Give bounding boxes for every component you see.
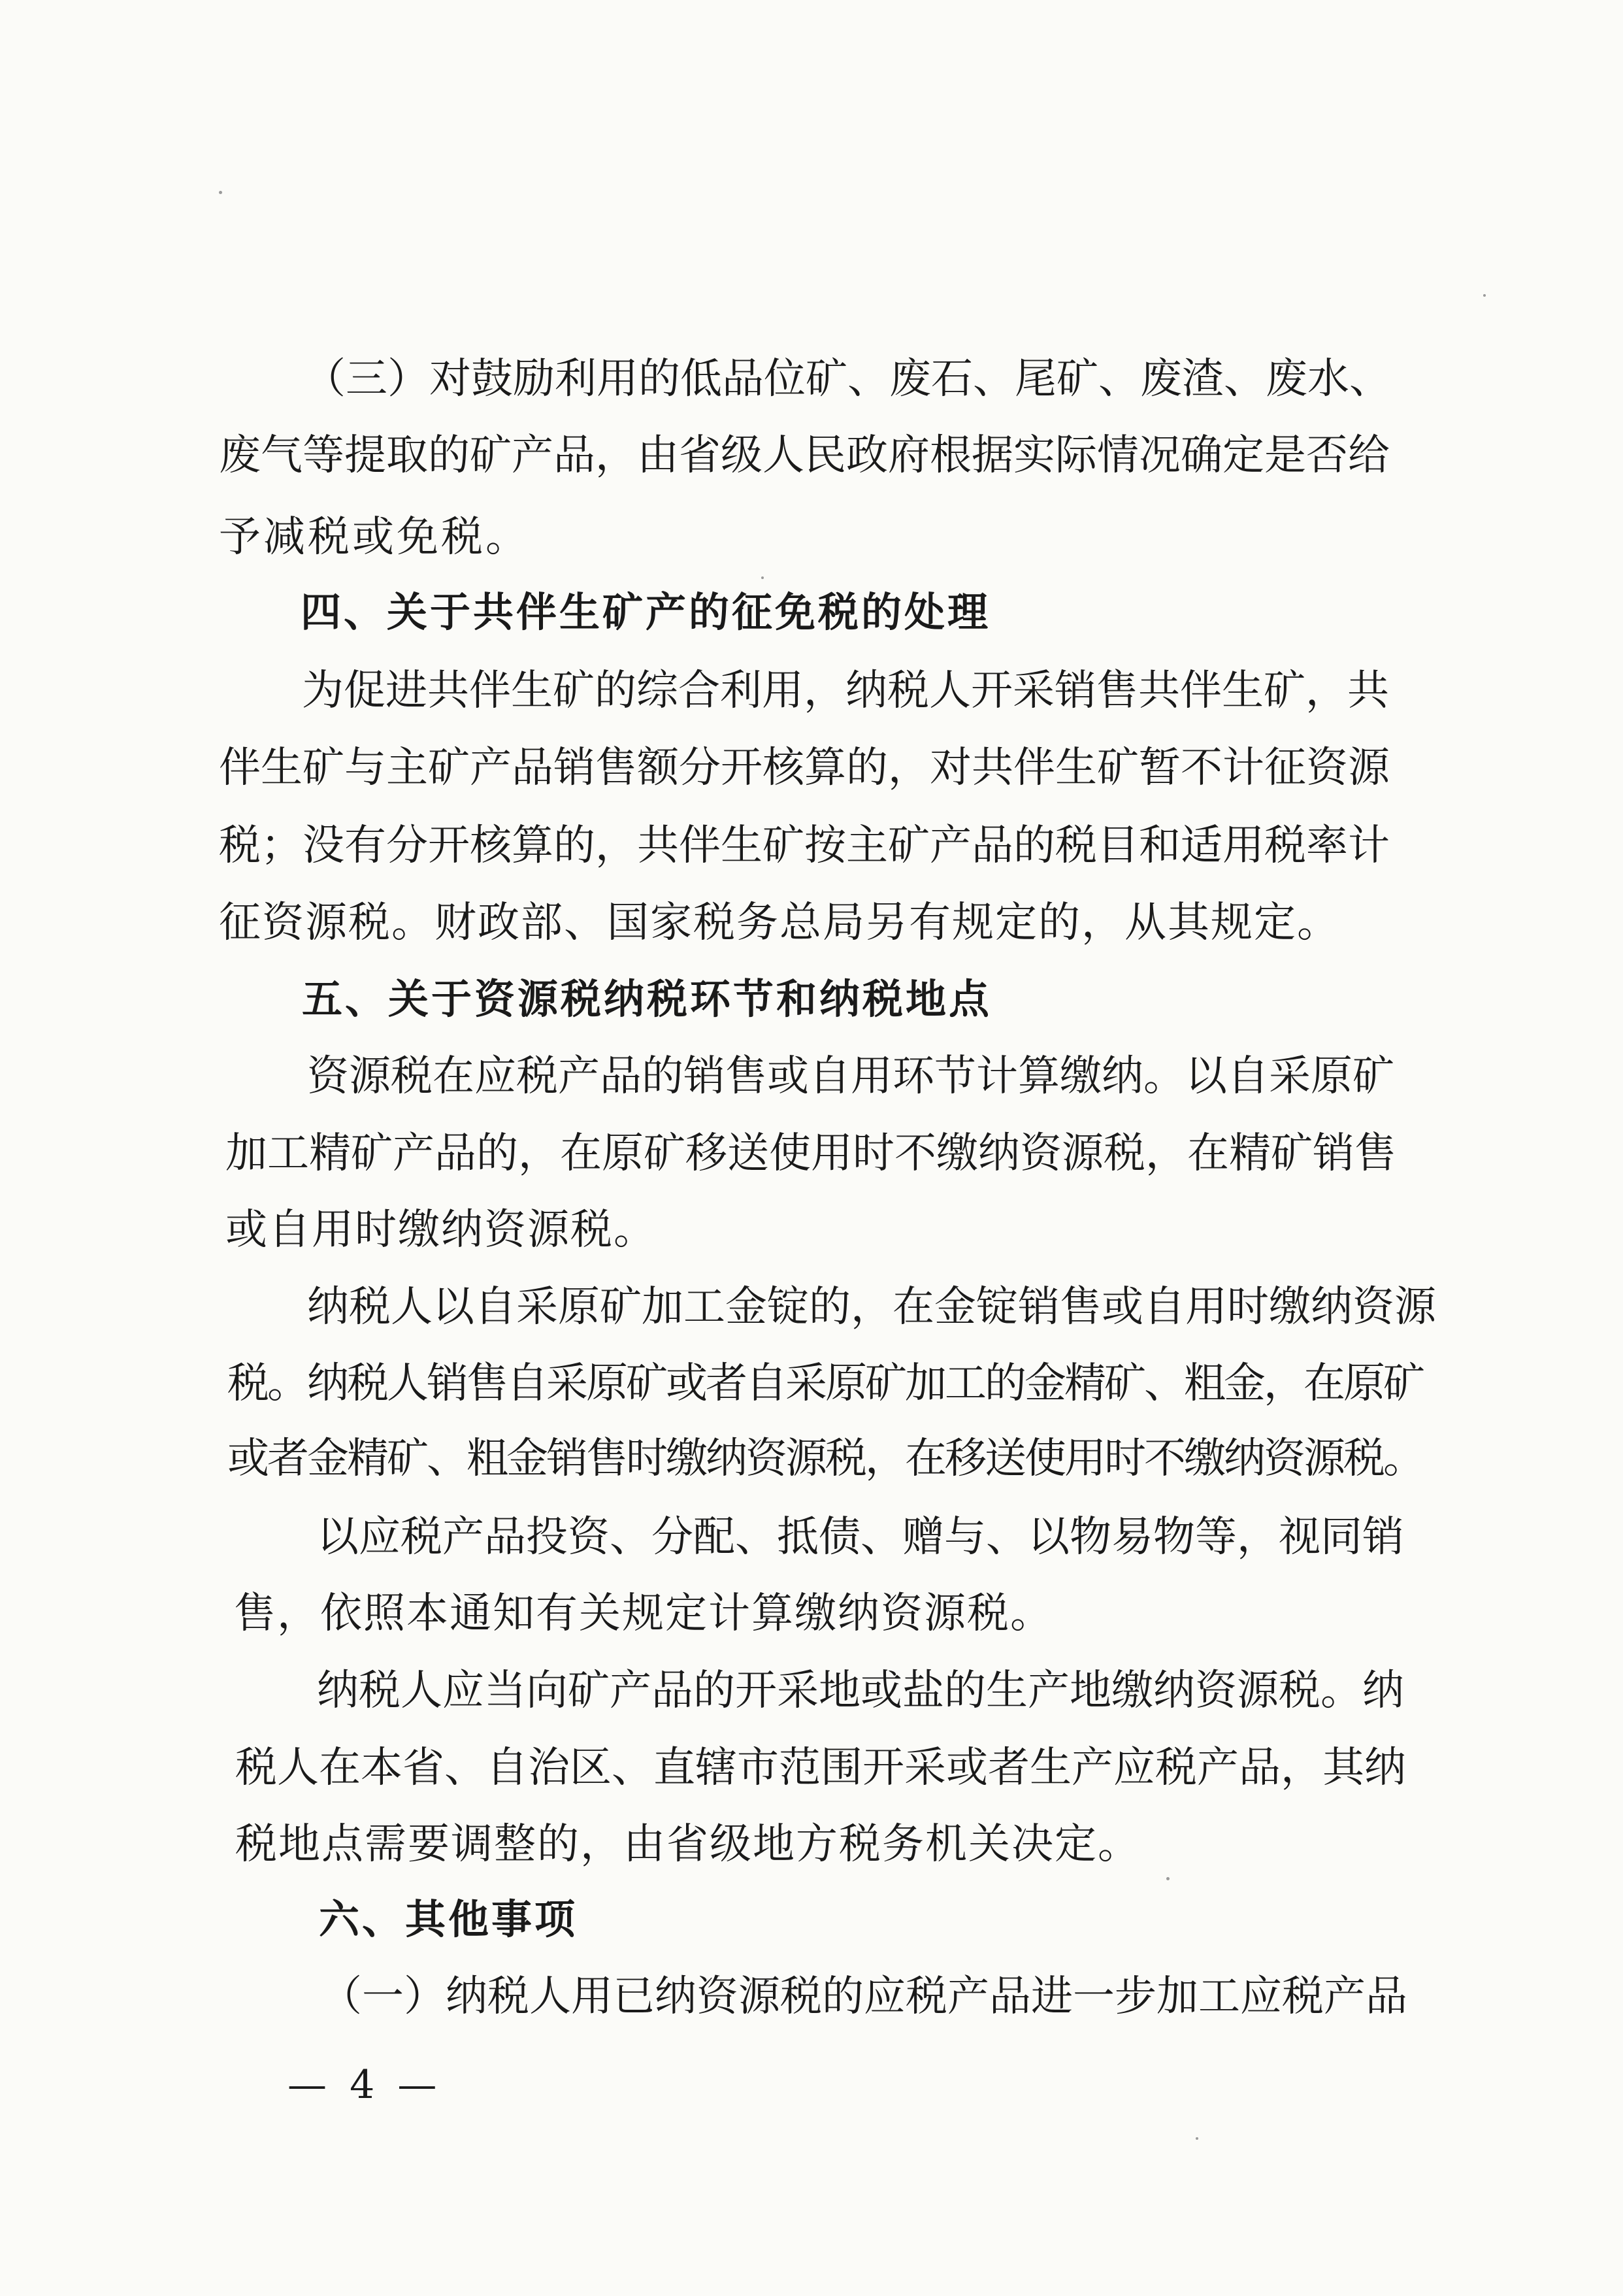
paragraph-line: 售，依照本通知有关规定计算缴纳资源税。: [234, 1589, 1053, 1638]
paragraph-line: 税地点需要调整的，由省级地方税务机关决定。: [235, 1820, 1141, 1869]
scan-speck: [1166, 1877, 1170, 1880]
scan-speck: [1483, 294, 1486, 297]
paragraph-line: 为促进共伴生矿的综合利用，纳税人开采销售共伴生矿，共: [302, 667, 1389, 715]
paragraph-line: 或自用时缴纳资源税。: [225, 1206, 657, 1254]
page-number: — 4 —: [287, 2062, 442, 2108]
paragraph-line: 税；没有分开核算的，共伴生矿按主矿产品的税目和适用税率计: [219, 822, 1390, 870]
paragraph-line: 税。纳税人销售自采原矿或者自采原矿加工的金精矿、粗金，在原矿: [227, 1359, 1423, 1408]
paragraph-line: 资源税在应税产品的销售或自用环节计算缴纳。以自采原矿: [307, 1052, 1394, 1101]
paragraph-line: 或者金精矿、粗金销售时缴纳资源税，在移送使用时不缴纳资源税。: [227, 1435, 1423, 1483]
paragraph-line: 予减税或免税。: [219, 513, 530, 561]
paragraph-line: （一）纳税人用已纳资源税的应税产品进一步加工应税产品: [320, 1972, 1407, 2021]
paragraph-line: 税人在本省、自治区、直辖市范围开采或者生产应税产品，其纳: [235, 1744, 1406, 1792]
section-heading: 四、关于共伴生矿产的征免税的处理: [301, 588, 991, 636]
scan-speck: [1196, 2137, 1198, 2140]
section-heading: 五、关于资源税纳税环节和纳税地点: [302, 975, 992, 1023]
scan-speck: [761, 576, 764, 579]
paragraph-line: 以应税产品投资、分配、抵债、赠与、以物易物等，视同销: [317, 1513, 1404, 1561]
paragraph-line: （三）对鼓励利用的低品位矿、废石、尾矿、废渣、废水、: [304, 355, 1391, 403]
paragraph-line: 加工精矿产品的，在原矿移送使用时不缴纳资源税，在精矿销售: [225, 1129, 1396, 1178]
paragraph-line: 伴生矿与主矿产品销售额分开核算的，对共伴生矿暂不计征资源: [219, 744, 1390, 792]
scan-speck: [219, 191, 222, 194]
paragraph-line: 征资源税。财政部、国家税务总局另有规定的，从其规定。: [219, 899, 1340, 947]
paragraph-line: 废气等提取的矿产品，由省级人民政府根据实际情况确定是否给: [219, 431, 1390, 480]
paragraph-line: 纳税人以自采原矿加工金锭的，在金锭销售或自用时缴纳资源: [307, 1283, 1436, 1331]
paragraph-line: 纳税人应当向矿产品的开采地或盐的生产地缴纳资源税。纳: [317, 1667, 1404, 1715]
section-heading: 六、其他事项: [319, 1895, 578, 1943]
